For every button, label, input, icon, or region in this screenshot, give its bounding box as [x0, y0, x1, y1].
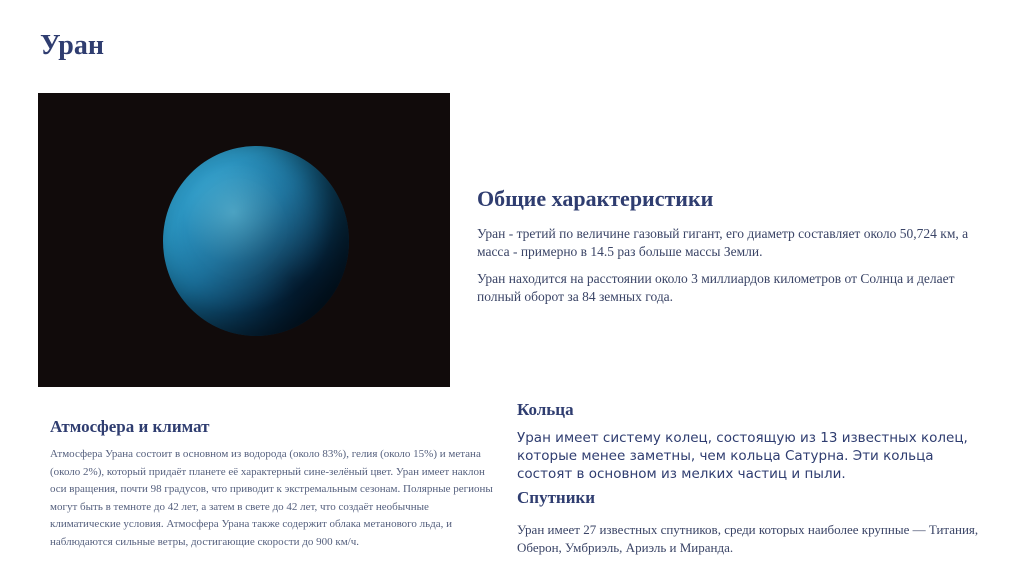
general-paragraph-1: Уран - третий по величине газовый гигант, его диаметр составляет около 50,724 км, а масса - примерно в 14.5 раз больше массы Земли.: [477, 226, 969, 259]
planet-uranus: [163, 146, 349, 336]
page-title: Уран: [40, 30, 104, 61]
atmosphere-heading: Атмосфера и климат: [50, 417, 210, 436]
moons-heading: Спутники: [517, 488, 596, 507]
rings-paragraph: Уран имеет систему колец, состоящую из 13 известных колец, которые менее заметны, чем кольца Сатурна. Эти кольца состоят в основном из мелких частиц и пыли.: [517, 430, 968, 482]
moons-paragraph: Уран имеет 27 известных спутников, среди которых наиболее крупные — Титания, Оберон, Умбриэль, Ариэль и Миранда.: [517, 522, 979, 555]
general-paragraph-2: Уран находится на расстоянии около 3 миллиардов километров от Солнца и делает полный оборот за 84 земных года.: [477, 271, 955, 304]
rings-heading: Кольца: [517, 400, 574, 419]
atmosphere-paragraph: Атмосфера Урана состоит в основном из водорода (около 83%), гелия (около 15%) и метана (около 2%), который придаёт планете её характерный сине-зелёный цвет. Уран имеет наклон оси вращения, почти 98 градусов, что приводит к экстремальным сезонам. Полярные регионы могут быть в темноте до 42 лет, а затем в свете до 42 лет, что создаёт необычные климатические условия. Атмосфера Урана также содержит облака метанового льда, и наблюдаются сильные ветры, достигающие скорости до 900 км/ч.: [50, 448, 493, 548]
general-heading: Общие характеристики: [477, 186, 714, 211]
uranus-image: [38, 93, 450, 387]
